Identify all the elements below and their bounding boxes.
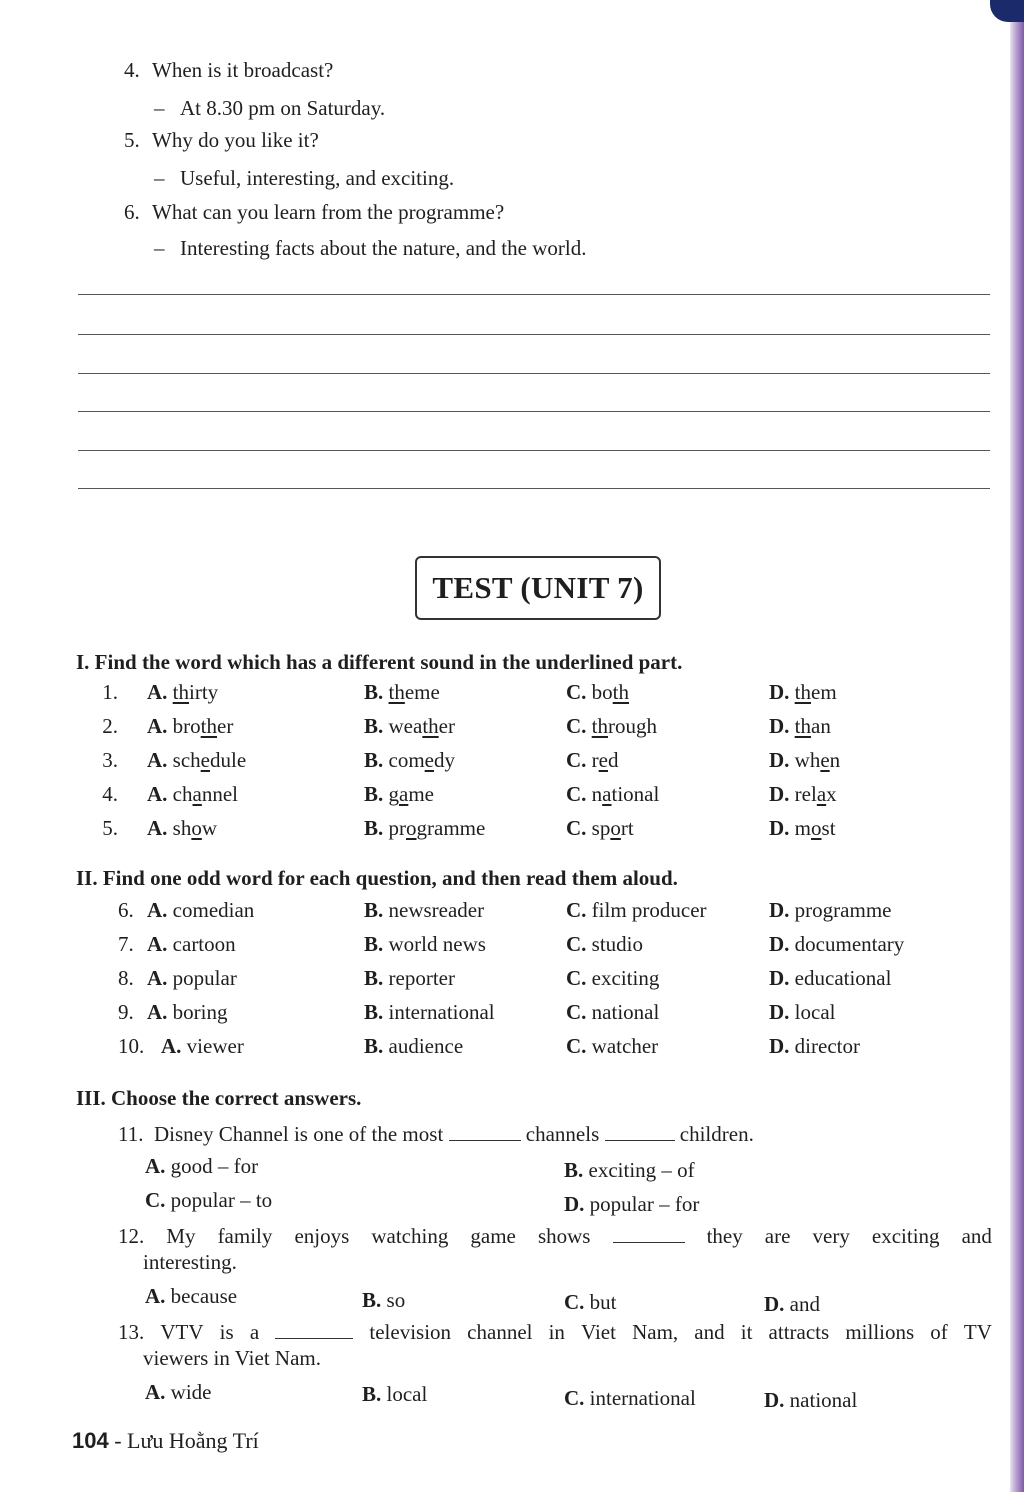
option-c: C. studio xyxy=(566,932,644,956)
option-c: C. watcher xyxy=(566,1034,659,1058)
question-number: 9. xyxy=(118,1000,134,1024)
option-d: D. than xyxy=(769,714,831,738)
question-number: 7. xyxy=(118,932,134,956)
question-number: 6. xyxy=(118,898,134,922)
option-c: C. national xyxy=(566,782,660,806)
option-11d: D. popular – for xyxy=(564,1192,700,1216)
option-d: D. local xyxy=(769,1000,836,1024)
option-12d: D. and xyxy=(764,1292,820,1316)
page-footer: 104 - Lưu Hoằng Trí xyxy=(72,1428,259,1453)
option-c: C. sport xyxy=(566,816,634,840)
odd-word-row xyxy=(0,932,1024,962)
option-d: D. documentary xyxy=(769,932,905,956)
option-13d: D. national xyxy=(764,1388,858,1412)
option-a: A. viewer xyxy=(161,1034,244,1058)
option-a: A. comedian xyxy=(147,898,255,922)
option-13c: C. international xyxy=(564,1386,696,1410)
test-title: TEST (UNIT 7) xyxy=(415,556,661,620)
option-c: C. through xyxy=(566,714,658,738)
writing-line xyxy=(78,411,990,412)
option-d: D. director xyxy=(769,1034,860,1058)
section-3-title: III. Choose the correct answers. xyxy=(76,1086,362,1110)
option-b: B. world news xyxy=(364,932,486,956)
option-a: A. boring xyxy=(147,1000,228,1024)
option-13a: A. wide xyxy=(145,1380,212,1404)
odd-word-row xyxy=(0,1034,1024,1064)
question-number: 10. xyxy=(118,1034,145,1058)
writing-line xyxy=(78,450,990,451)
question-number: 4. xyxy=(102,782,118,806)
option-c: C. national xyxy=(566,1000,660,1024)
option-a: A. brother xyxy=(147,714,234,738)
option-11b: B. exciting – of xyxy=(564,1158,695,1182)
sound-question-row xyxy=(0,714,1024,744)
writing-line xyxy=(78,373,990,374)
option-d: D. relax xyxy=(769,782,837,806)
option-b: B. audience xyxy=(364,1034,464,1058)
page-number: 104 xyxy=(72,1428,109,1453)
answer-blank xyxy=(605,1122,675,1141)
answer-4: – At 8.30 pm on Saturday. xyxy=(154,96,386,120)
sound-question-row xyxy=(0,782,1024,812)
question-13-stem: 13. VTV is a television channel in Viet Nam, and it attracts millions of TV xyxy=(118,1320,992,1344)
option-b: B. reporter xyxy=(364,966,455,990)
question-number: 1. xyxy=(102,680,118,704)
option-12c: C. but xyxy=(564,1290,617,1314)
question-13-continuation: viewers in Viet Nam. xyxy=(143,1346,321,1370)
author-name: Lưu Hoằng Trí xyxy=(127,1428,259,1453)
sound-question-row xyxy=(0,680,1024,710)
writing-line xyxy=(78,488,990,489)
option-a: A. cartoon xyxy=(147,932,236,956)
option-b: B. theme xyxy=(364,680,440,704)
writing-line xyxy=(78,334,990,335)
option-d: D. educational xyxy=(769,966,892,990)
question-4: 4. When is it broadcast? xyxy=(124,58,334,82)
sound-question-row xyxy=(0,748,1024,778)
option-b: B. game xyxy=(364,782,434,806)
section-2-title: II. Find one odd word for each question, and then read them aloud. xyxy=(76,866,678,890)
writing-line xyxy=(78,294,990,295)
odd-word-row xyxy=(0,898,1024,928)
option-c: C. red xyxy=(566,748,619,772)
option-a: A. show xyxy=(147,816,218,840)
binding-corner xyxy=(990,0,1024,22)
option-d: D. programme xyxy=(769,898,892,922)
option-b: B. comedy xyxy=(364,748,455,772)
option-12a: A. because xyxy=(145,1284,238,1308)
answer-blank xyxy=(449,1122,521,1141)
option-11a: A. good – for xyxy=(145,1154,259,1178)
option-b: B. weather xyxy=(364,714,455,738)
option-a: A. schedule xyxy=(147,748,247,772)
option-c: C. exciting xyxy=(566,966,660,990)
option-c: C. both xyxy=(566,680,630,704)
question-6: 6. What can you learn from the programme? xyxy=(124,200,505,224)
question-5: 5. Why do you like it? xyxy=(124,128,319,152)
page-edge xyxy=(1010,0,1024,1492)
option-a: A. thirty xyxy=(147,680,219,704)
option-d: D. when xyxy=(769,748,841,772)
option-12b: B. so xyxy=(362,1288,406,1312)
option-d: D. most xyxy=(769,816,836,840)
question-number: 3. xyxy=(102,748,118,772)
question-number: 8. xyxy=(118,966,134,990)
option-c: C. film producer xyxy=(566,898,707,922)
section-1-title: I. Find the word which has a different sound in the underlined part. xyxy=(76,650,683,674)
option-11c: C. popular – to xyxy=(145,1188,273,1212)
question-number: 2. xyxy=(102,714,118,738)
option-a: A. channel xyxy=(147,782,238,806)
answer-5: – Useful, interesting, and exciting. xyxy=(154,166,455,190)
option-b: B. international xyxy=(364,1000,495,1024)
odd-word-row xyxy=(0,1000,1024,1030)
question-11-stem: 11. Disney Channel is one of the most channels children. xyxy=(118,1122,754,1146)
answer-blank xyxy=(275,1320,353,1339)
option-b: B. newsreader xyxy=(364,898,485,922)
option-13b: B. local xyxy=(362,1382,428,1406)
option-a: A. popular xyxy=(147,966,237,990)
answer-6: – Interesting facts about the nature, and the world. xyxy=(154,236,587,260)
answer-blank xyxy=(613,1224,685,1243)
option-d: D. them xyxy=(769,680,837,704)
sound-question-row xyxy=(0,816,1024,846)
question-number: 5. xyxy=(102,816,118,840)
odd-word-row xyxy=(0,966,1024,996)
option-b: B. programme xyxy=(364,816,486,840)
question-12-stem: 12. My family enjoys watching game shows they are very exciting and xyxy=(118,1224,992,1248)
question-12-continuation: interesting. xyxy=(143,1250,237,1274)
